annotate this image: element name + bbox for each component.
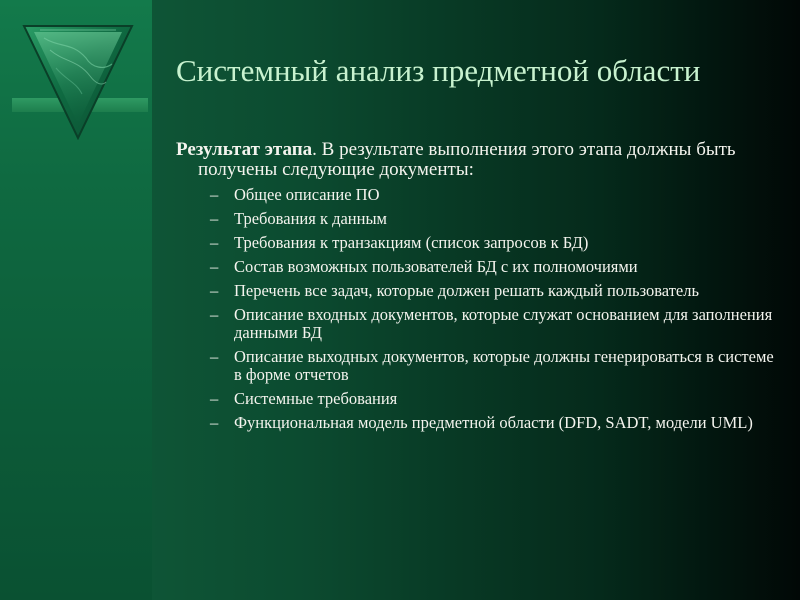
inverted-triangle-emblem-icon (20, 20, 136, 140)
dash-bullet: – (210, 233, 219, 252)
list-item-text: Требования к данным (234, 209, 387, 228)
list-item-text: Системные требования (234, 389, 398, 408)
list-item-text: Общее описание ПО (234, 185, 380, 204)
list-item (176, 210, 776, 228)
list-item-text: Описание входных документов, которые служат основанием для заполнения данными БД (234, 305, 773, 342)
list-item-text: Функциональная модель предметной области (DFD, SADT, модели UML) (234, 413, 753, 432)
documents-list (176, 186, 776, 432)
list-item (176, 258, 776, 276)
list-item-text: Описание выходных документов, которые должны генерироваться в системе в форме отчетов (234, 347, 774, 384)
list-item (176, 306, 776, 342)
list-item (176, 186, 776, 204)
intro-strong-text: Результат этапа (176, 139, 313, 160)
dash-bullet: – (210, 281, 219, 300)
list-item (176, 414, 776, 432)
list-item (176, 234, 776, 252)
list-item (176, 348, 776, 384)
list-item (176, 390, 776, 408)
slide-content (176, 140, 776, 438)
dash-bullet: – (210, 257, 219, 276)
intro-paragraph (176, 140, 776, 180)
dash-bullet: – (210, 185, 219, 204)
list-item-text: Перечень все задач, которые должен решать каждый пользователь (234, 281, 699, 300)
list-item (176, 282, 776, 300)
intro-text: . В результате выполнения этого этапа должны быть получены следующие документы: (198, 139, 736, 180)
dash-bullet: – (210, 305, 219, 324)
dash-bullet: – (210, 389, 219, 408)
dash-bullet: – (210, 209, 219, 228)
dash-bullet: – (210, 413, 219, 432)
list-item-text: Состав возможных пользователей БД с их полномочиями (234, 257, 638, 276)
list-item-text: Требования к транзакциям (список запросов к БД) (234, 233, 589, 252)
dash-bullet: – (210, 347, 219, 366)
slide-title: Системный анализ предметной области (176, 53, 701, 88)
